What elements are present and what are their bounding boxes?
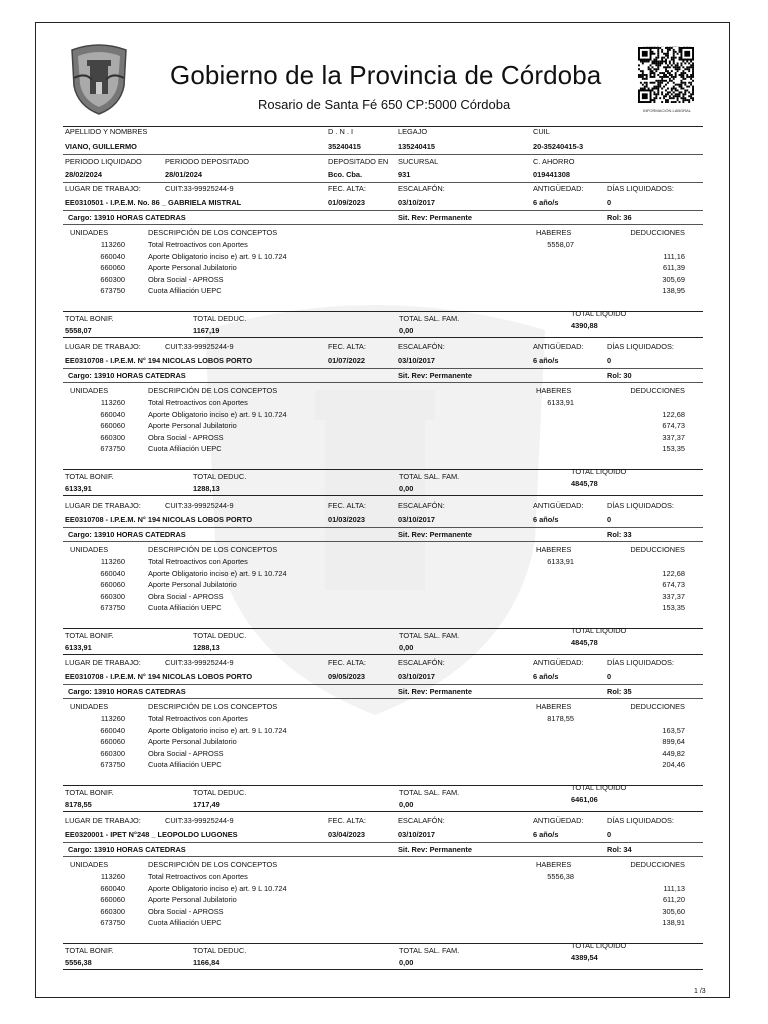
total-liquido-label: TOTAL LIQUIDO bbox=[571, 467, 627, 476]
concept-deduccion: 204,46 bbox=[662, 760, 685, 770]
concept-deduccion: 337,37 bbox=[662, 432, 685, 442]
concept-deduccion: 138,91 bbox=[662, 918, 685, 928]
lugar-label: LUGAR DE TRABAJO: bbox=[65, 184, 141, 193]
concept-code: 660040 bbox=[100, 883, 125, 893]
block-divider bbox=[63, 856, 703, 857]
antiguedad-label: ANTIGÜEDAD: bbox=[533, 658, 584, 667]
concept-deduccion: 611,20 bbox=[662, 895, 685, 905]
concept-description: Aporte Obligatorio inciso e) art. 9 L 10.724 bbox=[148, 409, 287, 419]
concept-deduccion: 449,82 bbox=[662, 748, 685, 758]
concept-description: Obra Social - APROSS bbox=[148, 748, 224, 758]
dias-value: 0 bbox=[607, 672, 612, 681]
concept-deduccion: 674,73 bbox=[662, 421, 685, 431]
lugar-value: EE0310708 - I.P.E.M. N° 194 NICOLAS LOBOS PORTO bbox=[65, 515, 253, 524]
periodo-dep-label: PERIODO DEPOSITADO bbox=[165, 157, 250, 166]
concept-deduccion: 305,60 bbox=[662, 906, 685, 916]
province-shield-logo bbox=[68, 42, 130, 116]
page-number: 1 /3 bbox=[694, 988, 706, 995]
concept-code: 660040 bbox=[100, 409, 125, 419]
concept-description: Cuota Afiliación UEPC bbox=[148, 286, 222, 296]
total-sal-fam-value: 0,00 bbox=[399, 958, 414, 967]
lugar-value: EE0310708 - I.P.E.M. N° 194 NICOLAS LOBOS PORTO bbox=[65, 356, 253, 365]
block-divider bbox=[63, 224, 703, 225]
dias-value: 0 bbox=[607, 830, 612, 839]
concept-code: 113260 bbox=[100, 714, 125, 723]
legajo-label: LEGAJO bbox=[398, 127, 428, 136]
total-sal-fam-label: TOTAL SAL. FAM. bbox=[399, 314, 460, 323]
concept-code: 660300 bbox=[100, 432, 125, 442]
concept-deduccion: 111,16 bbox=[663, 251, 685, 261]
deducciones-header: DEDUCCIONES bbox=[630, 702, 685, 711]
concept-code: 673750 bbox=[100, 603, 125, 613]
sit-rev-value: Sit. Rev: Permanente bbox=[398, 687, 472, 696]
cuit-value: CUIT:33-99925244-9 bbox=[165, 184, 234, 193]
concept-description: Aporte Personal Jubilatorio bbox=[148, 895, 237, 905]
total-sal-fam-value: 0,00 bbox=[399, 800, 414, 809]
fec-alta-label: FEC. ALTA: bbox=[328, 501, 366, 510]
concept-deduccion: 122,68 bbox=[662, 568, 685, 578]
total-sal-fam-label: TOTAL SAL. FAM. bbox=[399, 472, 460, 481]
total-bonif-value: 6133,91 bbox=[65, 643, 92, 652]
unidades-header: UNIDADES bbox=[70, 860, 109, 869]
lugar-value: EE0310501 - I.P.E.M. No. 86 _ GABRIELA MISTRAL bbox=[65, 198, 242, 207]
concept-description: Aporte Obligatorio inciso e) art. 9 L 10.724 bbox=[148, 725, 287, 735]
total-sal-fam-value: 0,00 bbox=[399, 484, 414, 493]
page-title: Gobierno de la Provincia de Córdoba bbox=[170, 60, 602, 90]
periodo-liq-value: 28/02/2024 bbox=[65, 170, 102, 179]
concept-haberes: 8178,55 bbox=[547, 714, 574, 723]
concept-description: Aporte Personal Jubilatorio bbox=[148, 580, 237, 590]
concept-deduccion: 337,37 bbox=[662, 591, 685, 601]
antiguedad-label: ANTIGÜEDAD: bbox=[533, 342, 584, 351]
concept-deduccion: 153,35 bbox=[662, 603, 685, 613]
concept-haberes: 5556,38 bbox=[547, 872, 574, 881]
block-divider bbox=[63, 382, 703, 383]
employee-name: VIANO, GUILLERMO bbox=[65, 142, 137, 151]
descripcion-header: DESCRIPCIÓN DE LOS CONCEPTOS bbox=[148, 545, 278, 554]
concept-code: 113260 bbox=[100, 872, 125, 881]
concept-code: 660060 bbox=[100, 737, 125, 747]
cuit-value: CUIT:33-99925244-9 bbox=[165, 342, 234, 351]
total-deduc-value: 1717,49 bbox=[193, 800, 220, 809]
total-deduc-value: 1167,19 bbox=[193, 326, 220, 335]
lugar-label: LUGAR DE TRABAJO: bbox=[65, 816, 141, 825]
fec-alta-value: 01/09/2023 bbox=[328, 198, 365, 207]
concept-haberes: 6133,91 bbox=[547, 398, 574, 407]
total-sal-fam-value: 0,00 bbox=[399, 643, 414, 652]
total-liquido-label: TOTAL LIQUIDO bbox=[571, 626, 627, 635]
concept-code: 660040 bbox=[100, 251, 125, 261]
lugar-label: LUGAR DE TRABAJO: bbox=[65, 501, 141, 510]
dias-liq-label: DÍAS LIQUIDADOS: bbox=[607, 342, 674, 351]
escalafon-label: ESCALAFÓN: bbox=[398, 342, 445, 351]
fec-alta-label: FEC. ALTA: bbox=[328, 184, 366, 193]
concept-code: 660060 bbox=[100, 421, 125, 431]
concept-description: Cuota Afiliación UEPC bbox=[148, 444, 222, 454]
concept-description: Obra Social - APROSS bbox=[148, 432, 224, 442]
info-divider bbox=[63, 154, 703, 155]
concept-code: 113260 bbox=[100, 398, 125, 407]
concept-code: 673750 bbox=[100, 760, 125, 770]
total-liquido-value: 6461,06 bbox=[571, 795, 598, 804]
block-divider bbox=[63, 842, 703, 843]
ahorro-label: C. AHORRO bbox=[533, 157, 575, 166]
lugar-value: EE0310708 - I.P.E.M. N° 194 NICOLAS LOBOS PORTO bbox=[65, 672, 253, 681]
concept-description: Total Retroactivos con Aportes bbox=[148, 557, 248, 566]
concept-deduccion: 674,73 bbox=[662, 580, 685, 590]
concept-description: Aporte Obligatorio inciso e) art. 9 L 10.724 bbox=[148, 883, 287, 893]
dias-value: 0 bbox=[607, 356, 612, 365]
concept-description: Aporte Obligatorio inciso e) art. 9 L 10.724 bbox=[148, 568, 287, 578]
concept-deduccion: 122,68 bbox=[662, 409, 685, 419]
concept-code: 673750 bbox=[100, 286, 125, 296]
fec-alta-label: FEC. ALTA: bbox=[328, 658, 366, 667]
fec-alta-value: 09/05/2023 bbox=[328, 672, 365, 681]
rol-value: Rol: 35 bbox=[607, 687, 632, 696]
total-deduc-label: TOTAL DEDUC. bbox=[193, 788, 247, 797]
haberes-header: HABERES bbox=[536, 228, 572, 237]
lugar-label: LUGAR DE TRABAJO: bbox=[65, 658, 141, 667]
total-bonif-label: TOTAL BONIF. bbox=[65, 946, 114, 955]
total-deduc-label: TOTAL DEDUC. bbox=[193, 631, 247, 640]
concept-deduccion: 153,35 bbox=[662, 444, 685, 454]
concept-description: Aporte Personal Jubilatorio bbox=[148, 263, 237, 273]
sit-rev-value: Sit. Rev: Permanente bbox=[398, 530, 472, 539]
antiguedad-label: ANTIGÜEDAD: bbox=[533, 184, 584, 193]
block-divider bbox=[63, 527, 703, 528]
total-bonif-value: 5556,38 bbox=[65, 958, 92, 967]
rol-value: Rol: 33 bbox=[607, 530, 632, 539]
antiguedad-label: ANTIGÜEDAD: bbox=[533, 501, 584, 510]
concept-deduccion: 305,69 bbox=[662, 274, 685, 284]
fec-alta-value: 01/07/2022 bbox=[328, 356, 365, 365]
sucursal-value: 931 bbox=[398, 170, 411, 179]
cargo-value: Cargo: 13910 HORAS CATEDRAS bbox=[68, 213, 186, 222]
concept-code: 660300 bbox=[100, 591, 125, 601]
fec-alta-label: FEC. ALTA: bbox=[328, 816, 366, 825]
escalafon-value: 03/10/2017 bbox=[398, 356, 435, 365]
block-end-divider bbox=[63, 969, 703, 970]
total-deduc-label: TOTAL DEDUC. bbox=[193, 472, 247, 481]
antiguedad-value: 6 año/s bbox=[533, 672, 559, 681]
legajo-value: 135240415 bbox=[398, 142, 435, 151]
unidades-header: UNIDADES bbox=[70, 702, 109, 711]
shield-watermark bbox=[185, 290, 565, 720]
fec-alta-value: 01/03/2023 bbox=[328, 515, 365, 524]
total-bonif-value: 5558,07 bbox=[65, 326, 92, 335]
concept-deduccion: 163,57 bbox=[662, 725, 685, 735]
concept-description: Obra Social - APROSS bbox=[148, 906, 224, 916]
total-bonif-label: TOTAL BONIF. bbox=[65, 788, 114, 797]
concept-code: 660060 bbox=[100, 580, 125, 590]
concept-code: 660300 bbox=[100, 274, 125, 284]
dias-liq-label: DÍAS LIQUIDADOS: bbox=[607, 658, 674, 667]
total-bonif-value: 8178,55 bbox=[65, 800, 92, 809]
descripcion-header: DESCRIPCIÓN DE LOS CONCEPTOS bbox=[148, 386, 278, 395]
periodo-dep-value: 28/01/2024 bbox=[165, 170, 202, 179]
total-liquido-label: TOTAL LIQUIDO bbox=[571, 783, 627, 792]
antiguedad-value: 6 año/s bbox=[533, 198, 559, 207]
total-deduc-value: 1166,84 bbox=[193, 958, 220, 967]
block-divider bbox=[63, 541, 703, 542]
cargo-value: Cargo: 13910 HORAS CATEDRAS bbox=[68, 687, 186, 696]
escalafon-label: ESCALAFÓN: bbox=[398, 501, 445, 510]
cargo-value: Cargo: 13910 HORAS CATEDRAS bbox=[68, 530, 186, 539]
sit-rev-value: Sit. Rev: Permanente bbox=[398, 845, 472, 854]
concept-deduccion: 899,64 bbox=[662, 737, 685, 747]
dias-value: 0 bbox=[607, 198, 612, 207]
haberes-header: HABERES bbox=[536, 386, 572, 395]
concept-code: 660060 bbox=[100, 263, 125, 273]
total-liquido-value: 4389,54 bbox=[571, 953, 598, 962]
depositado-label: DEPOSITADO EN bbox=[328, 157, 389, 166]
block-divider bbox=[63, 210, 703, 211]
total-bonif-label: TOTAL BONIF. bbox=[65, 314, 114, 323]
depositado-value: Bco. Cba. bbox=[328, 170, 363, 179]
concept-description: Aporte Personal Jubilatorio bbox=[148, 421, 237, 431]
unidades-header: UNIDADES bbox=[70, 386, 109, 395]
concept-description: Obra Social - APROSS bbox=[148, 274, 224, 284]
info-divider-2 bbox=[63, 182, 703, 183]
concept-code: 673750 bbox=[100, 444, 125, 454]
fec-alta-value: 03/04/2023 bbox=[328, 830, 365, 839]
haberes-header: HABERES bbox=[536, 860, 572, 869]
escalafon-label: ESCALAFÓN: bbox=[398, 816, 445, 825]
concept-code: 660040 bbox=[100, 568, 125, 578]
concept-deduccion: 611,39 bbox=[662, 263, 685, 273]
descripcion-header: DESCRIPCIÓN DE LOS CONCEPTOS bbox=[148, 702, 278, 711]
unidades-header: UNIDADES bbox=[70, 545, 109, 554]
dias-value: 0 bbox=[607, 515, 612, 524]
haberes-header: HABERES bbox=[536, 545, 572, 554]
deducciones-header: DEDUCCIONES bbox=[630, 860, 685, 869]
concept-description: Total Retroactivos con Aportes bbox=[148, 872, 248, 881]
antiguedad-value: 6 año/s bbox=[533, 830, 559, 839]
concept-code: 660060 bbox=[100, 895, 125, 905]
dias-liq-label: DÍAS LIQUIDADOS: bbox=[607, 501, 674, 510]
concept-description: Total Retroactivos con Aportes bbox=[148, 398, 248, 407]
concept-deduccion: 138,95 bbox=[662, 286, 685, 296]
antiguedad-label: ANTIGÜEDAD: bbox=[533, 816, 584, 825]
total-liquido-value: 4845,78 bbox=[571, 638, 598, 647]
block-end-divider bbox=[63, 337, 703, 338]
concept-description: Obra Social - APROSS bbox=[148, 591, 224, 601]
total-bonif-value: 6133,91 bbox=[65, 484, 92, 493]
concept-code: 660300 bbox=[100, 906, 125, 916]
deducciones-header: DEDUCCIONES bbox=[630, 228, 685, 237]
concept-description: Cuota Afiliación UEPC bbox=[148, 603, 222, 613]
unidades-header: UNIDADES bbox=[70, 228, 109, 237]
concept-description: Aporte Obligatorio inciso e) art. 9 L 10.724 bbox=[148, 251, 287, 261]
concept-code: 660040 bbox=[100, 725, 125, 735]
total-sal-fam-label: TOTAL SAL. FAM. bbox=[399, 631, 460, 640]
block-divider bbox=[63, 368, 703, 369]
lugar-label: LUGAR DE TRABAJO: bbox=[65, 342, 141, 351]
periodo-liq-label: PERIODO LIQUIDADO bbox=[65, 157, 142, 166]
concept-code: 113260 bbox=[100, 240, 125, 249]
header-divider bbox=[63, 126, 703, 127]
escalafon-value: 03/10/2017 bbox=[398, 515, 435, 524]
cuil-label: CUIL bbox=[533, 127, 550, 136]
total-deduc-label: TOTAL DEDUC. bbox=[193, 314, 247, 323]
dias-liq-label: DÍAS LIQUIDADOS: bbox=[607, 184, 674, 193]
ahorro-value: 019441308 bbox=[533, 170, 570, 179]
deducciones-header: DEDUCCIONES bbox=[630, 545, 685, 554]
block-end-divider bbox=[63, 654, 703, 655]
total-liquido-value: 4845,78 bbox=[571, 479, 598, 488]
total-sal-fam-label: TOTAL SAL. FAM. bbox=[399, 788, 460, 797]
total-deduc-value: 1288,13 bbox=[193, 643, 220, 652]
total-deduc-value: 1288,13 bbox=[193, 484, 220, 493]
deducciones-header: DEDUCCIONES bbox=[630, 386, 685, 395]
total-sal-fam-label: TOTAL SAL. FAM. bbox=[399, 946, 460, 955]
total-liquido-label: TOTAL LIQUIDO bbox=[571, 941, 627, 950]
block-divider bbox=[63, 684, 703, 685]
total-deduc-label: TOTAL DEDUC. bbox=[193, 946, 247, 955]
concept-code: 673750 bbox=[100, 918, 125, 928]
dias-liq-label: DÍAS LIQUIDADOS: bbox=[607, 816, 674, 825]
concept-deduccion: 111,13 bbox=[663, 883, 685, 893]
escalafon-label: ESCALAFÓN: bbox=[398, 658, 445, 667]
total-sal-fam-value: 0,00 bbox=[399, 326, 414, 335]
block-end-divider bbox=[63, 811, 703, 812]
rol-value: Rol: 36 bbox=[607, 213, 632, 222]
cargo-value: Cargo: 13910 HORAS CATEDRAS bbox=[68, 845, 186, 854]
escalafon-value: 03/10/2017 bbox=[398, 672, 435, 681]
concept-description: Cuota Afiliación UEPC bbox=[148, 760, 222, 770]
sit-rev-value: Sit. Rev: Permanente bbox=[398, 371, 472, 380]
sit-rev-value: Sit. Rev: Permanente bbox=[398, 213, 472, 222]
cuit-value: CUIT:33-99925244-9 bbox=[165, 816, 234, 825]
dni-value: 35240415 bbox=[328, 142, 361, 151]
block-end-divider bbox=[63, 495, 703, 496]
haberes-header: HABERES bbox=[536, 702, 572, 711]
total-bonif-label: TOTAL BONIF. bbox=[65, 631, 114, 640]
descripcion-header: DESCRIPCIÓN DE LOS CONCEPTOS bbox=[148, 228, 278, 237]
cuil-value: 20-35240415-3 bbox=[533, 142, 584, 151]
concept-description: Aporte Personal Jubilatorio bbox=[148, 737, 237, 747]
address-subtitle: Rosario de Santa Fé 650 CP:5000 Córdoba bbox=[258, 97, 511, 112]
concept-code: 660300 bbox=[100, 748, 125, 758]
concept-haberes: 5558,07 bbox=[547, 240, 574, 249]
total-liquido-value: 4390,88 bbox=[571, 321, 598, 330]
lugar-value: EE0320001 - IPET N°248 _ LEOPOLDO LUGONES bbox=[65, 830, 238, 839]
dni-label: D . N . I bbox=[328, 127, 354, 136]
rol-value: Rol: 30 bbox=[607, 371, 632, 380]
rol-value: Rol: 34 bbox=[607, 845, 632, 854]
cuit-value: CUIT:33-99925244-9 bbox=[165, 501, 234, 510]
concept-description: Total Retroactivos con Aportes bbox=[148, 240, 248, 249]
sucursal-label: SUCURSAL bbox=[398, 157, 439, 166]
block-divider bbox=[63, 698, 703, 699]
total-bonif-label: TOTAL BONIF. bbox=[65, 472, 114, 481]
descripcion-header: DESCRIPCIÓN DE LOS CONCEPTOS bbox=[148, 860, 278, 869]
qr-code[interactable] bbox=[638, 44, 694, 106]
escalafon-value: 03/10/2017 bbox=[398, 830, 435, 839]
cargo-value: Cargo: 13910 HORAS CATEDRAS bbox=[68, 371, 186, 380]
concept-haberes: 6133,91 bbox=[547, 557, 574, 566]
name-label: APELLIDO Y NOMBRES bbox=[65, 127, 148, 136]
cuit-value: CUIT:33-99925244-9 bbox=[165, 658, 234, 667]
escalafon-value: 03/10/2017 bbox=[398, 198, 435, 207]
total-liquido-label: TOTAL LIQUIDO bbox=[571, 309, 627, 318]
escalafon-label: ESCALAFÓN: bbox=[398, 184, 445, 193]
concept-description: Total Retroactivos con Aportes bbox=[148, 714, 248, 723]
concept-description: Cuota Afiliación UEPC bbox=[148, 918, 222, 928]
qr-caption-bottom: INFORMACIÓN LABORAL bbox=[642, 108, 691, 113]
concept-code: 113260 bbox=[100, 557, 125, 566]
fec-alta-label: FEC. ALTA: bbox=[328, 342, 366, 351]
antiguedad-value: 6 año/s bbox=[533, 356, 559, 365]
antiguedad-value: 6 año/s bbox=[533, 515, 559, 524]
